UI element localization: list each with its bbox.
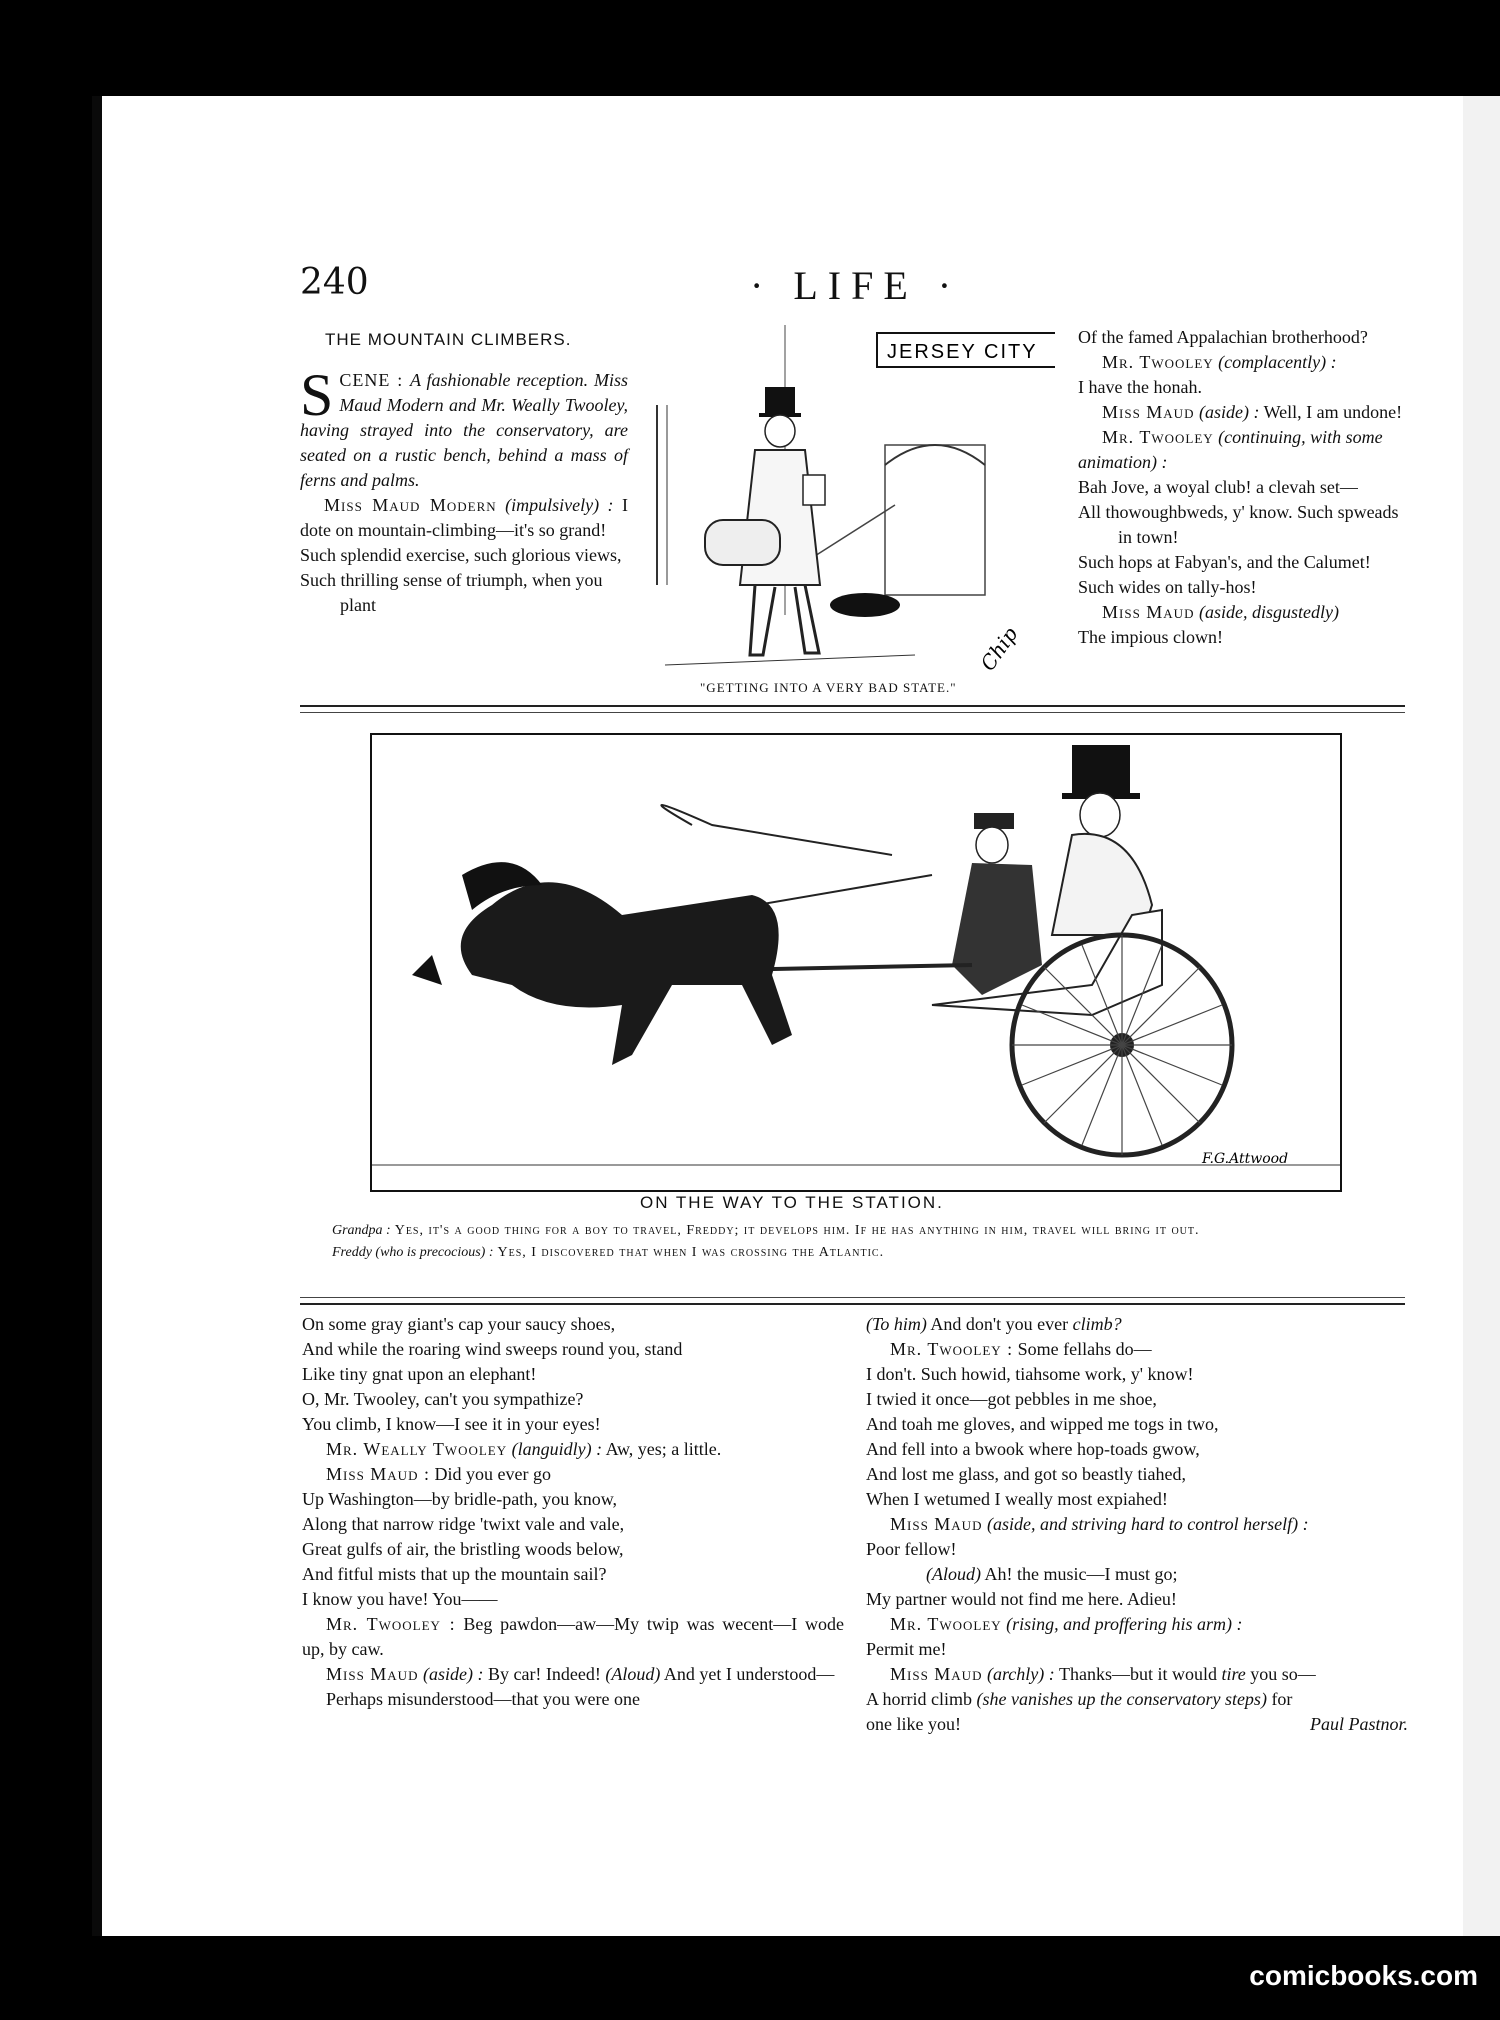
bag: [705, 520, 780, 565]
maud-line: Miss Maud Modern (impulsively) : I dote on mountain-climbing—it's so grand!: [300, 495, 629, 540]
article-column-5: (To him) And don't you ever climb? Mr. Twooley : Some fellahs do— I don't. Such howid, tiahsome work, y' know! I twied it once—got pebbles in me shoe, And toah me gloves, and wipped me togs in two, And fell into a bwook where hop-toads gwow, And lost me glass, and got so beastly tiahed, When I wetumed I weally most expiahed! Miss Maud (aside, and striving hard to control herself) : Poor fellow! (Aloud) Ah! the music—I must go; My partner would not find me here. Adieu! Mr. Twooley (rising, and proffering his arm) : Permit me! Miss Maud (archly) : Thanks—but it would tire you so— A horrid climb (she vanishes up the conservatory steps) for one like you! Paul Pastnor.: [866, 1312, 1408, 1737]
verse-line: Such splendid exercise, such glorious views,: [300, 545, 622, 565]
pony: [461, 882, 792, 1065]
verse-line: And fitful mists that up the mountain sail?: [302, 1564, 607, 1584]
verse-block: [866, 1362, 1408, 1512]
scene-direction: SCENE : A fashionable reception. Miss Maud Modern and Mr. Weally Twooley, having strayed into the conservatory, are seated on a rustic bench, behind a mass of ferns and palms.: [300, 362, 628, 490]
verse-line: And while the roaring wind sweeps round you, stand: [302, 1339, 683, 1359]
top-hat: [765, 387, 795, 415]
drop-cap: S: [300, 362, 334, 428]
verse-line: Such thrilling sense of triumph, when you plant: [300, 570, 603, 615]
man-head: [765, 415, 795, 447]
cartoon-1-caption: "GETTING INTO A VERY BAD STATE.": [700, 680, 957, 695]
artist-signature: Chip: [975, 622, 1023, 675]
verse-line: Along that narrow ridge 'twixt vale and vale,: [302, 1514, 625, 1534]
cartoon-2-title: ON THE WAY TO THE STATION.: [640, 1193, 944, 1212]
page-binding-edge: [1463, 96, 1500, 1936]
artist-signature: F.G.Attwood: [1202, 1151, 1289, 1167]
boy-coat: [952, 863, 1042, 995]
verse-line: Like tiny gnat upon an elephant!: [302, 1364, 537, 1384]
cartoon-jersey-city: [655, 325, 1055, 675]
verse-line: You climb, I know—I see it in your eyes!: [302, 1414, 601, 1434]
article-column-3: Of the famed Appalachian brotherhood? Mr. Twooley (complacently) : I have the honah. Miss Maud (aside) : Well, I am undone! Mr. Twooley (continuing, with some animation) : Bah Jove, a woyal club! a clevah set— All thowoughbweds, y' know. Such spweads in town! Such hops at Fabyan's, and the Calumet! Such wides on tally-hos! Miss Maud (aside, disgustedly) The impious clown!: [1078, 327, 1403, 647]
page-number: 240: [300, 262, 369, 303]
verse-line: Up Washington—by bridle-path, you know,: [302, 1489, 618, 1509]
verse-line: O, Mr. Twooley, can't you sympathize?: [302, 1389, 584, 1409]
cartoon-2-caption: Grandpa : Yes, it's a good thing for a boy to travel, Freddy; it develops him. If he has anything in him, travel will bring it out. Freddy (who is precocious) : Yes, I discovered that when I was crossing the Atlantic.: [332, 1223, 1200, 1260]
verse-line: And toah me gloves, and wipped me togs in two,: [866, 1414, 1219, 1434]
verse-line: On some gray giant's cap your saucy shoes,: [302, 1314, 616, 1334]
whip: [661, 805, 892, 855]
verse-line: I know you have! You——: [302, 1589, 498, 1609]
grandpa-head: [1080, 793, 1120, 837]
page-edge-shadow: [92, 96, 102, 1936]
verse-line: And lost me glass, and got so beastly tiahed,: [866, 1464, 1186, 1484]
verse-line: Great gulfs of air, the bristling woods below,: [302, 1539, 624, 1559]
verse-line: I don't. Such howid, tiahsome work, y' know!: [866, 1364, 1194, 1384]
article-column-1: [300, 362, 629, 618]
divider-rule: [300, 705, 1405, 707]
divider-rule: [300, 1303, 1405, 1305]
verse-line: I twied it once—got pebbles in me shoe,: [866, 1389, 1157, 1409]
watermark: comicbooks.com: [1249, 1960, 1478, 1991]
verse-block: [302, 1487, 844, 1612]
article-column-4: On some gray giant's cap your saucy shoes, And while the roaring wind sweeps round you, stand Like tiny gnat upon an elephant! O, Mr. Twooley, can't you sympathize? You climb, I know—I see it in your eyes! Mr. Weally Twooley (languidly) : Aw, yes; a little. Miss Maud : Did you ever go Up Washington—by bridle-path, you know, Along that narrow ridge 'twixt vale and vale, Great gulfs of air, the bristling woods below, And fitful mists that up the mountain sail? I know you have! You—— Mr. Twooley : Beg pawdon—aw—My twip was wecent—I wode up, by caw. Miss Maud (aside) : By car! Indeed! (Aloud) And yet I understood— Perhaps misunderstood—that you were one: [302, 1314, 844, 1709]
verse-line: And fell into a bwook where hop-toads gwow,: [866, 1439, 1200, 1459]
top-hat: [1072, 745, 1130, 795]
shadow: [830, 593, 900, 617]
verse-block: [302, 1312, 844, 1437]
verse-line: When I wetumed I weally most expiahed!: [866, 1489, 1168, 1509]
author-signature: Paul Pastnor.: [1309, 1714, 1408, 1734]
sign-text: JERSEY CITY: [887, 341, 1038, 363]
divider-rule: [300, 1297, 1405, 1298]
divider-rule: [300, 712, 1405, 713]
boy-head: [976, 827, 1008, 863]
article-title: THE MOUNTAIN CLIMBERS.: [325, 330, 572, 349]
cartoon-pony-cart: [370, 733, 1342, 1192]
masthead: · LIFE ·: [750, 263, 962, 308]
